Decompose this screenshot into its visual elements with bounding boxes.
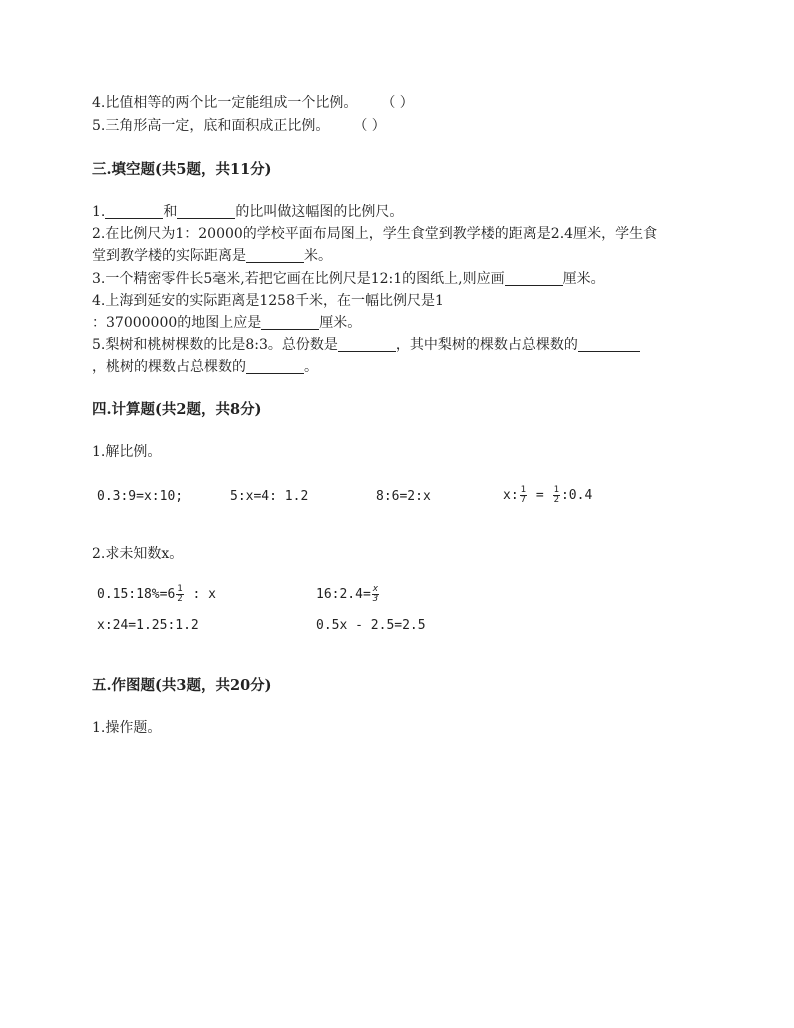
answer-blank[interactable] — [246, 359, 304, 374]
fill-question-4-line1: 4.上海到延安的实际距离是1258千米，在一幅比例尺是1 — [92, 293, 444, 309]
fill-question-5-line2: ，桃树的棵数占总棵数的 。 — [92, 359, 318, 375]
fraction: $\frac{1}{2}$ — [553, 485, 559, 505]
equation-2: 5:x=4: 1.2 — [230, 489, 309, 504]
answer-blank[interactable] — [246, 248, 304, 263]
equation-6: 16:2.4= $\frac{x}{3}$ — [316, 584, 379, 604]
calc-question-2-title: 2.求未知数x。 — [92, 546, 184, 562]
calc-question-1-title: 1.解比例。 — [92, 444, 162, 460]
fraction: $\frac{1}{7}$ — [520, 485, 527, 505]
answer-blank[interactable] — [505, 271, 563, 286]
equation-1: 0.3:9=x:10; — [97, 489, 184, 504]
fill-question-2-line2: 堂到教学楼的实际距离是 米。 — [92, 248, 332, 264]
drawing-question-1-title: 1.操作题。 — [92, 720, 162, 736]
answer-blank[interactable] — [105, 204, 163, 219]
section-5-heading: 五.作图题(共3题，共20分) — [92, 677, 272, 694]
section-3-heading: 三.填空题(共5题，共11分) — [92, 161, 272, 178]
answer-blank[interactable] — [338, 337, 396, 352]
equation-8: 0.5x - 2.5=2.5 — [316, 618, 426, 633]
answer-paren[interactable]: （ ） — [353, 118, 386, 134]
answer-blank[interactable] — [177, 204, 235, 219]
answer-blank[interactable] — [578, 337, 640, 352]
fraction: $\frac{1}{2}$ — [177, 584, 183, 604]
equation-3: 8:6=2:x — [376, 489, 431, 504]
fill-question-1: 1. 和 的比叫做这幅图的比例尺。 — [92, 204, 404, 220]
judge-question-4: 4.比值相等的两个比一定能组成一个比例。 （ ） — [92, 95, 414, 111]
answer-paren[interactable]: （ ） — [381, 95, 414, 111]
fill-question-3: 3.一个精密零件长5毫米,若把它画在比例尺是12:1的图纸上,则应画 厘米。 — [92, 271, 605, 287]
equation-4: x: $\frac{1}{7}$ = $\frac{1}{2}$ :0.4 — [503, 485, 593, 505]
equation-7: x:24=1.25:1.2 — [97, 618, 199, 633]
fraction: $\frac{x}{3}$ — [372, 584, 379, 604]
answer-blank[interactable] — [261, 315, 319, 330]
fill-question-4-line2: ：37000000的地图上应是 厘米。 — [92, 315, 362, 331]
fill-question-2-line1: 2.在比例尺为1：20000的学校平面布局图上，学生食堂到教学楼的距离是2.4厘米，学生食 — [92, 226, 658, 242]
section-4-heading: 四.计算题(共2题，共8分) — [92, 401, 262, 418]
fill-question-5-line1: 5.梨树和桃树棵数的比是8:3。总份数是 ，其中梨树的棵数占总棵数的 — [92, 336, 640, 354]
judge-question-5: 5.三角形高一定，底和面积成正比例。 （ ） — [92, 118, 386, 134]
equation-5: 0.15:18%=6 $\frac{1}{2}$ : x — [97, 584, 217, 604]
